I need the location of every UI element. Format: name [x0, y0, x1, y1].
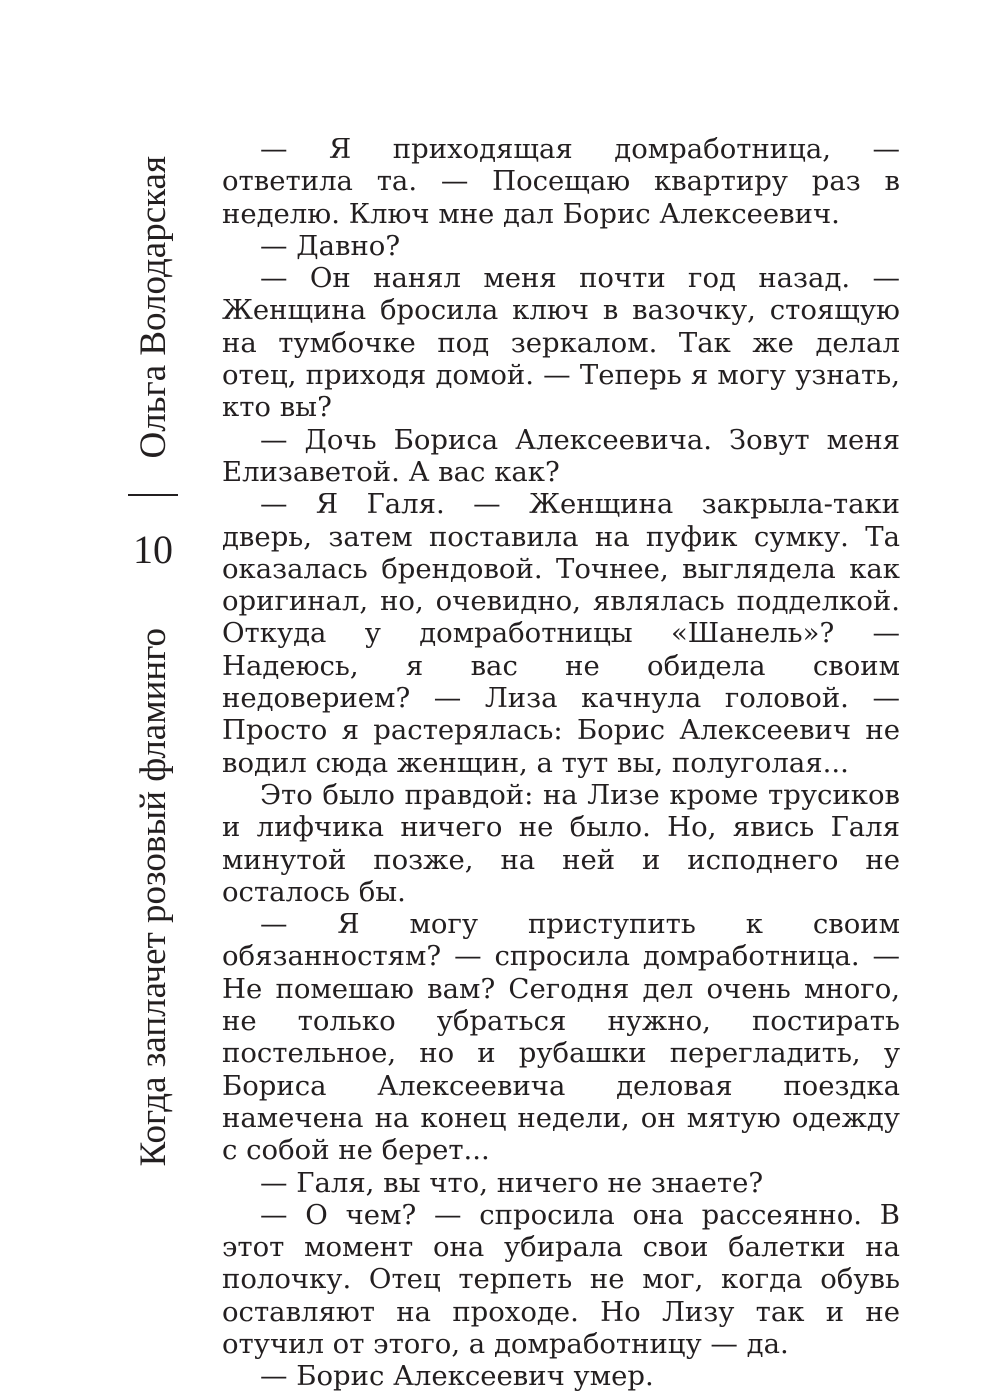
- paragraph: — Я приходящая домработница, — ответила та. — Посещаю квартиру раз в неделю. Ключ мне дал Борис Алексеевич.: [222, 133, 900, 230]
- paragraph: — Я Галя. — Женщина закрыла-таки дверь, затем поставила на пуфик сумку. Та оказалась брендовой. Точнее, выглядела как оригинал, но, очевидно, являлась подделкой. Откуда у домработницы «Шанель»? — Надеюсь, я вас не обидела своим недоверием? — Лиза качнула головой. — Просто я растерялась: Борис Алексеевич не водил сюда женщин, а тут вы, полуголая...: [222, 488, 900, 779]
- paragraph: — Галя, вы что, ничего не знаете?: [260, 1166, 764, 1199]
- running-head: [128, 142, 178, 1167]
- paragraph: — Я могу приступить к своим обязанностям? — спросила домработница. — Не помешаю вам? Сегодня дел очень много, не только убраться нужно, постирать постельное, но и рубашки перегладить, у Бориса Алексеевича деловая поездка намечена на конец недели, он мятую одежду с собой не берет...: [222, 908, 900, 1167]
- running-head-divider: [128, 494, 178, 496]
- paragraph: — Давно?: [260, 229, 401, 262]
- running-head-title: [128, 617, 178, 1177]
- paragraph: — О чем? — спросила она рассеянно. В этот момент она убирала свои балетки на полочку. Отец терпеть не мог, когда обувь оставляют на проходе. Но Лизу так и не отучил от этого, а домработницу — да.: [222, 1198, 900, 1360]
- paragraph: Это было правдой: на Лизе кроме трусиков и лифчика ничего не было. Но, явись Галя минутой позже, на ней и исподнего не осталось бы.: [222, 778, 900, 908]
- paragraph: — Он нанял меня почти год назад. — Женщина бросила ключ в вазочку, стоящую на тумбочке под зеркалом. Так же делал отец, приходя домой. — Теперь я могу узнать, кто вы?: [222, 262, 900, 424]
- paragraph: — Борис Алексеевич умер.: [260, 1360, 654, 1393]
- running-head-author: [128, 142, 178, 472]
- author-name: Ольга Володарская: [132, 155, 174, 459]
- book-title: Когда заплачет розовый фламинго: [132, 627, 174, 1167]
- paragraph: — Дочь Бориса Алексеевича. Зовут меня Елизаветой. А вас как?: [222, 423, 900, 488]
- page-number: 10: [133, 527, 173, 572]
- body-text: [222, 133, 900, 1393]
